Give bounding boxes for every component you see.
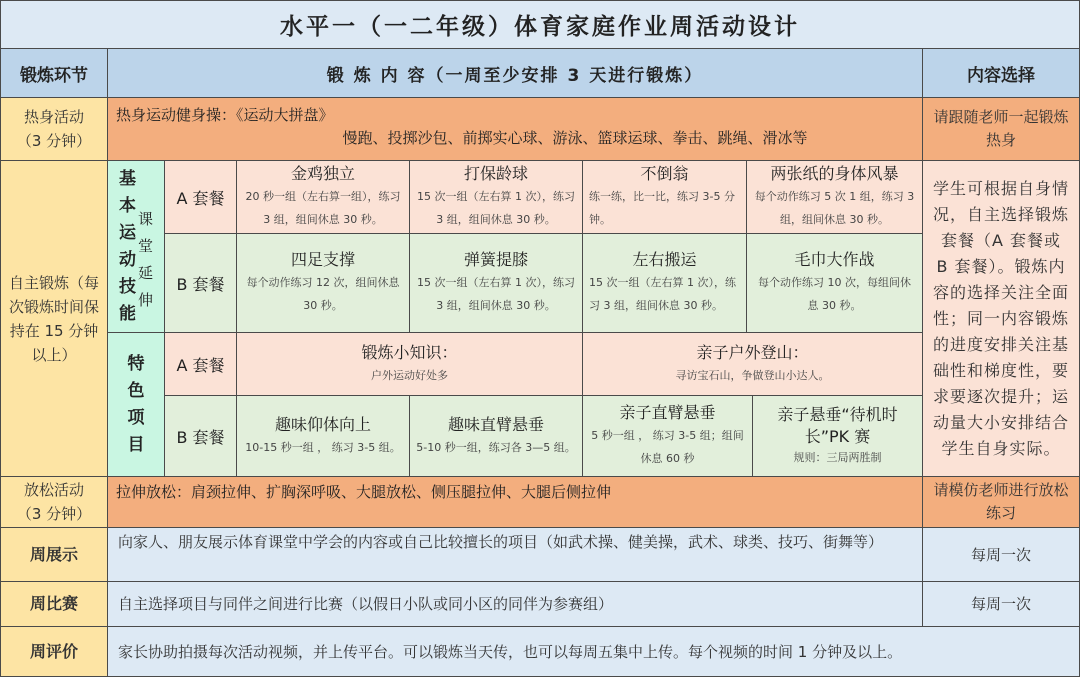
item-name: 锻炼小知识： [361,342,458,362]
weekly-show-content: 向家人、朋友展示体育课堂中学会的内容或自己比较擅长的项目（如武术操、健美操，武术、球类、技巧、街舞等） [108,528,923,582]
warmup-choice: 请跟随老师一起锻炼热身 [923,98,1080,161]
special-package-a-label: A 套餐 [165,333,237,396]
basic-b-item [410,234,583,333]
basic-package-b-label: B 套餐 [165,234,237,333]
item-name: 金鸡独立 [290,164,355,183]
stage-cooldown [0,477,108,528]
special-b-item [583,396,753,477]
item-desc: 10-15 秒一组 ， 练习 3-5 组。 [245,440,401,454]
stage-warmup-duration: （3 分钟） [16,132,92,150]
weekly-show-frequency: 每周一次 [923,528,1080,582]
category-char: 技 [118,276,136,297]
special-package-b-label: B 套餐 [165,396,237,477]
stage-cooldown-name: 放松活动 [23,481,84,499]
category-char: 能 [118,303,136,324]
cooldown-content [108,477,923,528]
stage-weekly-match: 周比赛 [0,582,108,627]
category-char: 伸 [137,291,153,309]
item-desc: 每个动作练习 12 次，组间休息 30 秒。 [246,276,400,312]
item-desc: 每个动作练习 10 次，每组间休息 30 秒。 [758,276,911,312]
weekly-match-content: 自主选择项目与同伴之间进行比赛（以假日小队或同小区的同伴为参赛组） [108,582,923,627]
warmup-content [108,98,923,161]
item-name: 左右搬运 [632,250,697,269]
stage-weekly-show: 周展示 [0,528,108,582]
warmup-routine: 热身运动健身操：《运动大拼盘》 [116,106,334,124]
category-char: 堂 [137,237,153,255]
special-b-item [410,396,583,477]
category-char: 运 [118,222,136,243]
category-char: 动 [118,249,136,270]
category-char: 基 [118,168,136,189]
warmup-activities: 慢跑、投掷沙包、前掷实心球、游泳、篮球运球、拳击、跳绳、滑冰等 [342,129,808,147]
item-desc: 5 秒一组 ， 练习 3-5 组；组间休息 60 秒 [591,429,744,465]
item-name: 趣味直臂悬垂 [447,414,544,434]
basic-b-item [747,234,923,333]
item-desc: 15 次一组（左右算 1 次），练习 3 组，组间休息 30 秒。 [589,276,736,312]
basic-a-item [747,161,923,234]
category-basic-skills [108,161,165,333]
item-desc: 每个动作练习 5 次 1 组，练习 3 组，组间休息 30 秒。 [754,190,915,226]
item-name: 两张纸的身体风暴 [770,164,899,183]
basic-b-item [583,234,747,333]
category-char: 延 [137,264,153,282]
special-b-item [237,396,410,477]
basic-b-item [237,234,410,333]
self-training-choice: 学生可根据自身情况，自主选择锻炼套餐（A 套餐或 B 套餐）。锻炼内容的选择关注全面性；同一内容锻炼的进度安排关注基础性和梯度性，要求要逐次提升；运动量大小安排结合学生自身实际。 [923,161,1080,477]
basic-a-item [237,161,410,234]
weekly-eval-content: 家长协助拍摄每次活动视频，并上传平台。可以锻炼当天传，也可以每周五集中上传。每个视频的时间 1 分钟及以上。 [108,627,1080,677]
category-special [108,333,165,477]
item-desc: 寻访宝石山，争做登山小达人。 [675,368,830,382]
item-name: 弹簧提膝 [463,250,528,269]
item-desc: 规则：三局两胜制 [793,451,882,464]
special-a-item [237,333,583,396]
item-name: 趣味仰体向上 [274,414,371,434]
special-b-item [753,396,923,477]
item-name: 毛巾大作战 [794,250,875,269]
category-char: 课 [137,210,153,228]
stage-cooldown-duration: （3 分钟） [16,505,92,523]
basic-a-item [583,161,747,234]
item-desc: 15 次一组（左右算 1 次），练习 3 组，组间休息 30 秒。 [417,276,575,312]
category-basic-sub [138,179,153,314]
header-content: 锻 炼 内 容（一周至少安排 3 天进行锻炼） [108,49,923,98]
category-char: 色 [127,380,145,401]
category-char: 项 [127,407,145,428]
item-desc: 20 秒一组（左右算一组），练习 3 组，组间休息 30 秒。 [245,190,401,226]
item-name: 亲子悬垂“待机时长”PK 赛 [777,405,898,446]
basic-a-item [410,161,583,234]
header-stage: 锻炼环节 [0,49,108,98]
weekly-match-frequency: 每周一次 [923,582,1080,627]
cooldown-choice: 请模仿老师进行放松练习 [923,477,1080,528]
stage-self-training: 自主锻炼（每次锻炼时间保持在 15 分钟以上） [0,161,108,477]
item-desc: 户外运动好处多 [371,368,448,382]
basic-package-a-label: A 套餐 [165,161,237,234]
stage-warmup-name: 热身活动 [23,108,84,126]
item-name: 打保龄球 [463,164,528,183]
cooldown-activities: 拉伸放松：肩颈拉伸、扩胸深呼吸、大腿放松、侧压腿拉伸、大腿后侧拉伸 [116,483,612,501]
item-desc: 5-10 秒一组，练习各 3—5 组。 [416,440,576,454]
item-desc: 15 次一组（左右算 1 次），练习 3 组，组间休息 30 秒。 [417,190,575,226]
special-a-item [583,333,923,396]
category-basic-main [119,166,136,328]
category-char: 本 [118,195,136,216]
item-name: 不倒翁 [640,164,689,183]
category-char: 特 [127,353,145,374]
stage-warmup [0,98,108,161]
page-title: 水平一（一二年级）体育家庭作业周活动设计 [0,0,1080,49]
category-special-chars [128,351,145,459]
header-choice: 内容选择 [923,49,1080,98]
item-name: 四足支撑 [290,250,355,269]
item-desc: 练一练，比一比，练习 3-5 分钟。 [589,190,735,226]
item-name: 亲子直臂悬垂 [619,403,716,422]
item-name: 亲子户外登山： [696,342,809,362]
stage-weekly-eval: 周评价 [0,627,108,677]
category-char: 目 [127,434,145,455]
